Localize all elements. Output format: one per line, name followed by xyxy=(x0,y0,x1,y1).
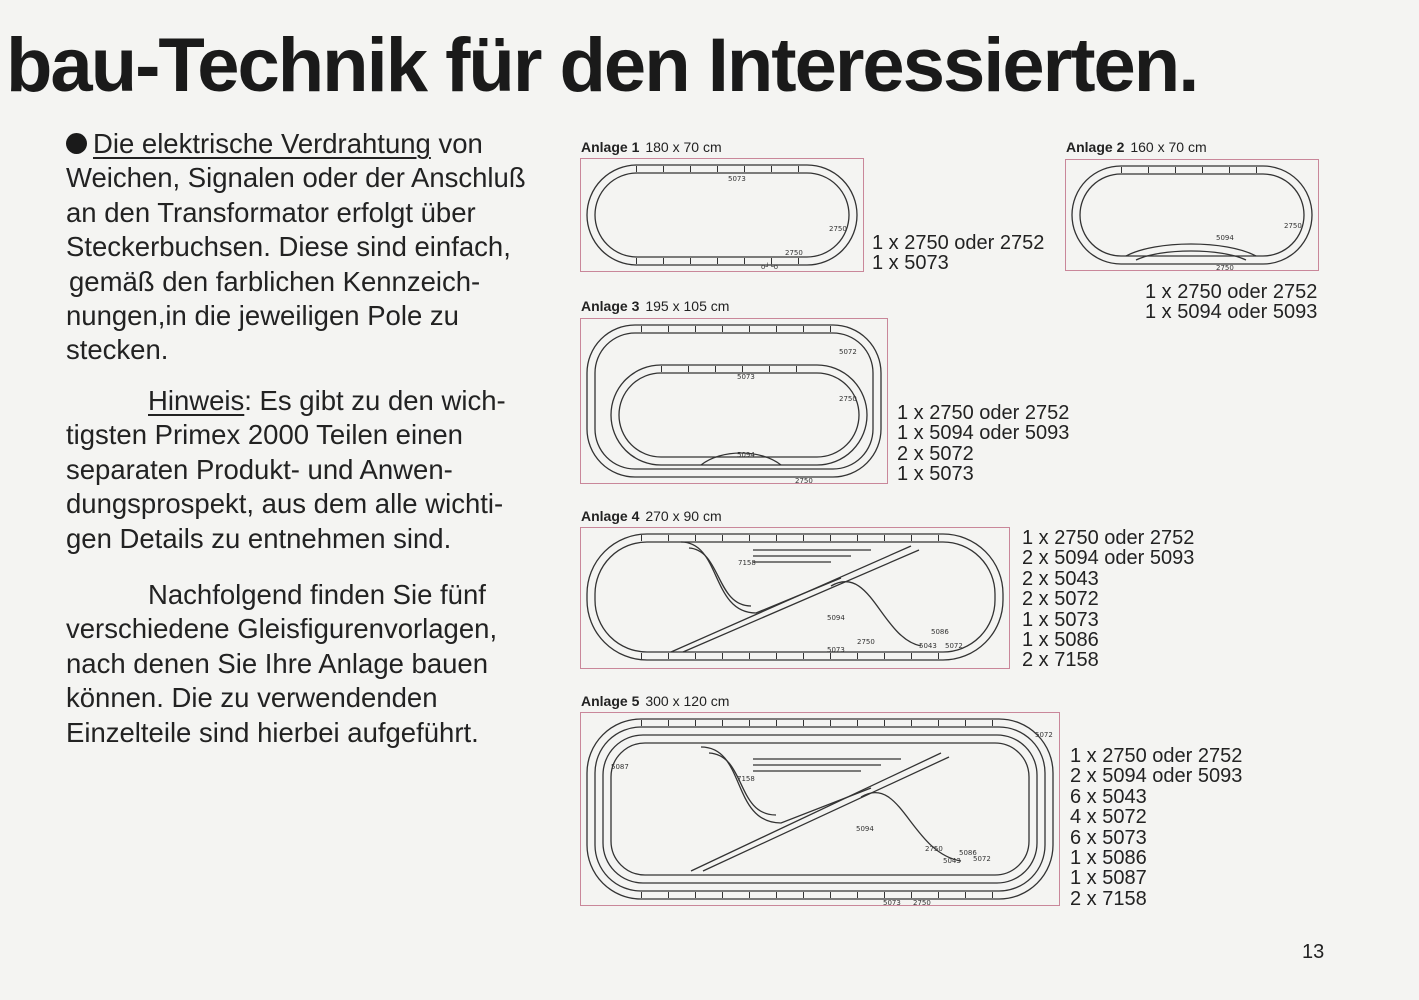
track-label: 5073 xyxy=(728,175,746,183)
text-line: gen Details zu entnehmen sind. xyxy=(66,522,452,554)
track-label: 5072 xyxy=(945,642,963,650)
text-line: Einzelteile sind hierbei aufgeführt. xyxy=(66,716,479,748)
layout-1-label: Anlage 1 180 x 70 cm xyxy=(581,139,722,155)
part-entry: 2 x 7158 xyxy=(1022,649,1099,672)
page-number: 13 xyxy=(1302,941,1325,963)
part-entry: 1 x 2750 oder 2752 xyxy=(897,402,1070,424)
layout-5-parts-list xyxy=(1070,746,1242,909)
part-entry: 6 x 5043 xyxy=(1070,785,1147,808)
part-entry: 1 x 5073 xyxy=(897,463,974,486)
track-label: 2750 xyxy=(857,638,875,646)
track-label: 5094 xyxy=(1216,234,1234,242)
part-entry: 1 x 5087 xyxy=(1070,867,1147,890)
layout-3-diagram xyxy=(580,318,888,484)
underlined-heading: Hinweis xyxy=(148,385,245,416)
part-entry: 1 x 5086 xyxy=(1022,629,1099,652)
track-label: 5094 xyxy=(737,451,755,459)
layout-1-diagram xyxy=(580,158,864,272)
part-entry: 1 x 5073 xyxy=(1022,608,1099,631)
track-label: 5073 xyxy=(883,899,901,907)
part-entry: 2 x 5043 xyxy=(1022,567,1099,590)
track-label: 2750 xyxy=(1216,264,1234,272)
text-line: dungsprospekt, aus dem alle wichti- xyxy=(66,488,504,520)
part-entry: 2 x 5094 oder 5093 xyxy=(1022,547,1195,570)
track-label: 5086 xyxy=(959,849,977,857)
track-label: 5043 xyxy=(943,857,961,865)
track-label: 5086 xyxy=(931,628,949,636)
track-label: 2750 xyxy=(829,225,847,233)
text-line: tigsten Primex 2000 Teilen einen xyxy=(66,419,463,451)
underlined-heading: Die elektrische Verdrahtung xyxy=(93,128,431,159)
layout-4-label: Anlage 4 270 x 90 cm xyxy=(581,508,722,524)
track-label: 5094 xyxy=(856,825,874,833)
track-label: 5043 xyxy=(919,642,937,650)
part-entry: 1 x 2750 oder 2752 xyxy=(1070,745,1243,767)
part-entry: 6 x 5073 xyxy=(1070,826,1147,849)
layout-2-parts-list xyxy=(1145,282,1317,323)
track-label: 5073 xyxy=(737,373,755,381)
text-line: gemäß den farblichen Kennzeich- xyxy=(69,265,481,297)
part-entry: 1 x 2750 oder 2752 xyxy=(1022,527,1195,549)
layout-2-label: Anlage 2 160 x 70 cm xyxy=(1066,139,1207,155)
text-line: : Es gibt zu den wich- xyxy=(244,385,506,416)
track-plan xyxy=(581,319,887,483)
track-label: 5087 xyxy=(611,763,629,771)
track-label: 2750 xyxy=(795,477,813,485)
text-line: separaten Produkt- und Anwen- xyxy=(66,453,453,485)
part-entry: 2 x 5094 oder 5093 xyxy=(1070,765,1243,788)
part-entry: 1 x 5094 oder 5093 xyxy=(1145,301,1318,324)
text-line: stecken. xyxy=(66,334,169,366)
svg-text:o┘└o: o┘└o xyxy=(761,263,778,271)
part-entry: 1 x 5086 xyxy=(1070,847,1147,870)
text-line: können. Die zu verwendenden xyxy=(66,682,438,714)
track-label: 7158 xyxy=(738,559,756,567)
part-entry: 4 x 5072 xyxy=(1070,806,1147,829)
text-line: nach denen Sie Ihre Anlage bauen xyxy=(66,647,489,679)
track-label: 2750 xyxy=(1284,222,1302,230)
track-plan xyxy=(581,159,863,271)
layout-4-parts-list xyxy=(1022,528,1194,671)
part-entry: 1 x 2750 oder 2752 xyxy=(1145,281,1318,303)
page-headline: bau-Technik für den Interessierten. xyxy=(6,23,1198,108)
layout-1-parts-list xyxy=(872,233,1044,274)
layout-3-label: Anlage 3 195 x 105 cm xyxy=(581,298,730,314)
layout-3-parts-list xyxy=(897,403,1069,485)
bullet-icon xyxy=(66,133,87,154)
layout-2-diagram xyxy=(1065,159,1319,271)
track-plan xyxy=(581,528,1009,668)
text-line: verschiedene Gleisfigurenvorlagen, xyxy=(66,613,498,645)
track-label: 2750 xyxy=(925,845,943,853)
track-label: 7158 xyxy=(737,775,755,783)
text-line: nungen,in die jeweiligen Pole zu xyxy=(66,300,459,332)
part-entry: 1 x 2750 oder 2752 xyxy=(872,232,1045,254)
part-entry: 2 x 7158 xyxy=(1070,887,1147,910)
track-label: 5073 xyxy=(827,646,845,654)
track-label: 2750 xyxy=(913,899,931,907)
part-entry: 2 x 5072 xyxy=(897,442,974,465)
track-plan xyxy=(1066,160,1318,270)
part-entry: 2 x 5072 xyxy=(1022,588,1099,611)
track-label: 5072 xyxy=(1035,731,1053,739)
part-entry: 1 x 5094 oder 5093 xyxy=(897,422,1070,445)
part-entry: 1 x 5073 xyxy=(872,252,949,275)
paragraph-wiring xyxy=(66,127,566,368)
paragraph-note xyxy=(66,384,566,556)
paragraph-layouts-intro xyxy=(66,578,566,750)
layout-4-diagram xyxy=(580,527,1010,669)
track-label: 5072 xyxy=(839,348,857,356)
track-label: 5072 xyxy=(973,855,991,863)
layout-5-diagram xyxy=(580,712,1060,906)
text-line: Steckerbuchsen. Diese sind einfach, xyxy=(66,231,511,263)
text-line: von xyxy=(430,128,483,159)
track-label: 5094 xyxy=(827,614,845,622)
track-label: 2750 xyxy=(785,249,803,257)
text-line: Nachfolgend finden Sie fünf xyxy=(148,579,486,610)
text-line: Weichen, Signalen oder der Anschluß xyxy=(66,162,526,194)
track-plan xyxy=(581,713,1059,905)
track-label: 2750 xyxy=(839,395,857,403)
layout-5-label: Anlage 5 300 x 120 cm xyxy=(581,693,730,709)
text-line: an den Transformator erfolgt über xyxy=(66,196,476,228)
